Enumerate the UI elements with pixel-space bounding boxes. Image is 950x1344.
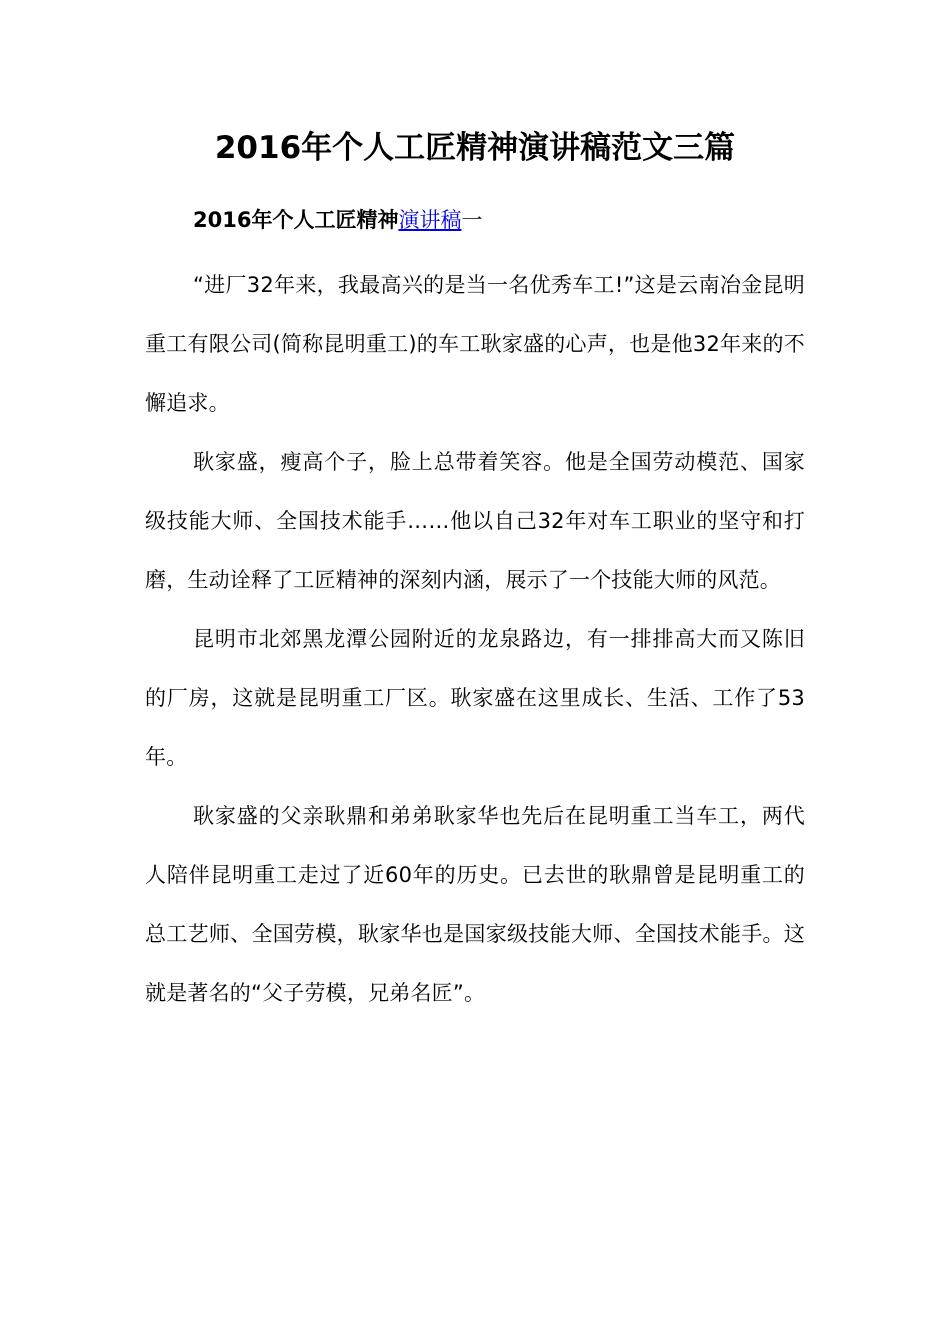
section-heading: [193, 198, 482, 242]
paragraph: “进厂32年来，我最高兴的是当一名优秀车工!”这是云南冶金昆明重工有限公司(简称昆明重工)的车工耿家盛的心声，也是他32年来的不懈追求。: [145, 273, 805, 415]
paragraph: 耿家盛的父亲耿鼎和弟弟耿家华也先后在昆明重工当车工，两代人陪伴昆明重工走过了近60年的历史。已去世的耿鼎曾是昆明重工的总工艺师、全国劳模，耿家华也是国家级技能大师、全国技术能手。这就是著名的“父子劳模，兄弟名匠”。: [145, 804, 805, 1005]
paragraph: 耿家盛，瘦高个子，脸上总带着笑容。他是全国劳动模范、国家级技能大师、全国技术能手……他以自己32年对车工职业的坚守和打磨，生动诠释了工匠精神的深刻内涵，展示了一个技能大师的风范。: [145, 450, 805, 592]
document-body: [145, 256, 805, 1023]
paragraph: 昆明市北郊黑龙潭公园附近的龙泉路边，有一排排高大而又陈旧的厂房，这就是昆明重工厂区。耿家盛在这里成长、生活、工作了53年。: [145, 627, 805, 769]
section-heading-suffix: 一: [461, 208, 483, 232]
section-heading-prefix: 2016年个人工匠精神: [193, 208, 399, 232]
document-title: 2016年个人工匠精神演讲稿范文三篇: [214, 130, 736, 166]
speech-link[interactable]: 演讲稿: [398, 208, 462, 232]
